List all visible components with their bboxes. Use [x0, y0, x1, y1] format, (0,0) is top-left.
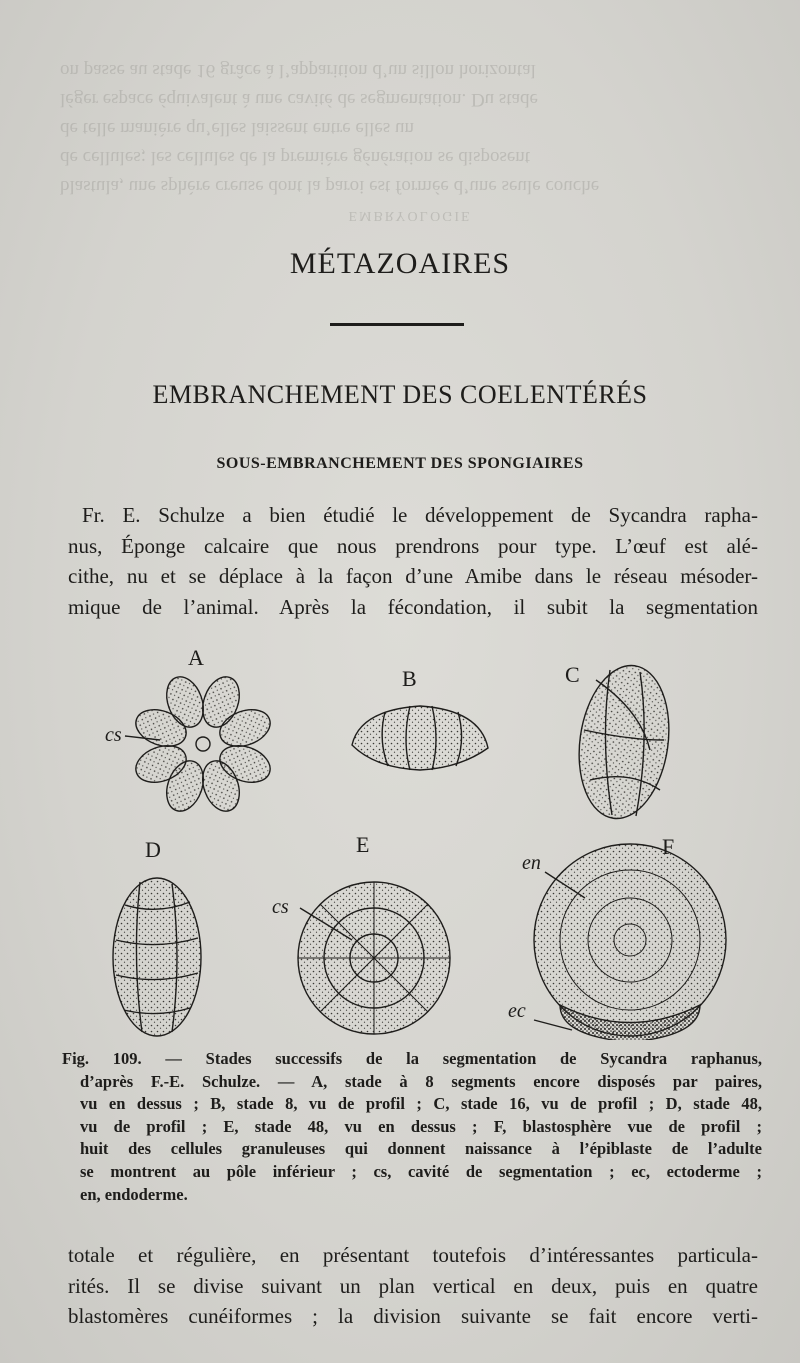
- embranchement-title: EMBRANCHEMENT DES COELENTÉRÉS: [152, 380, 648, 409]
- stage-d-drawing: [113, 878, 201, 1036]
- stage-a-drawing: [125, 672, 275, 816]
- title-rule: [330, 323, 464, 326]
- bleed-through-text: EMBRYOLOGIE blastula, une sphère creuse dont la paroi est formée d’une seule couche de cellules; les cellules de la première génération se disposent de telle manière qu’elles laissent entre elles un léger espace équivalent à une cavité de segmentation. Du stade on passe au stade 16 grâce à l’apparition d’un sillon horizontal: [60, 60, 600, 223]
- figure-illustration: [0, 640, 800, 1040]
- stage-f-drawing: [534, 844, 726, 1040]
- paragraph-line: mique de l’animal. Après la fécondation, il subit la segmentation: [68, 594, 758, 619]
- figure-caption: [62, 1048, 762, 1206]
- paragraph-line: nus, Éponge calcaire que nous prendrons pour type. L’œuf est alé-: [68, 533, 758, 558]
- paragraph-line: cithe, nu et se déplace à la façon d’une Amibe dans le réseau mésoder-: [68, 564, 758, 588]
- caption-line: huit des cellules granuleuses qui donnent naissance à l’épiblaste de l’adulte: [80, 1139, 762, 1159]
- caption-line: en, endoderme.: [80, 1184, 188, 1204]
- paragraph-line: Fr. E. Schulze a bien étudié le développement de Sycandra rapha-: [82, 503, 758, 527]
- section-title: MÉTAZOAIRES: [289, 247, 511, 280]
- caption-line: vu en dessus ; B, stade 8, vu de profil ; C, stade 16, vu de profil ; D, stade 48,: [80, 1094, 762, 1114]
- caption-line: d’après F.-E. Schulze. — A, stade à 8 segments encore disposés par paires,: [80, 1071, 762, 1091]
- figure-label-d: D: [145, 837, 161, 862]
- figure-label-b: B: [402, 666, 417, 691]
- figure-label-e: E: [356, 832, 370, 857]
- sous-embranchement-title: SOUS-EMBRANCHEMENT DES SPONGIAIRES: [216, 455, 584, 472]
- stage-c-drawing: [570, 660, 679, 825]
- paragraph-intro: [68, 500, 758, 622]
- caption-line: vu de profil ; E, stade 48, vu en dessus ; F, blastosphère vue de profil ;: [80, 1116, 762, 1136]
- caption-line: Fig. 109. — Stades successifs de la segmentation de Sycandra raphanus,: [62, 1049, 762, 1068]
- annotation-en: en: [522, 852, 541, 874]
- paragraph-line: totale et régulière, en présentant toutefois d’intéressantes particula-: [68, 1243, 758, 1267]
- annotation-ec: ec: [508, 1000, 526, 1022]
- paragraph-line: blastomères cunéiformes ; la division suivante se fait encore verti-: [68, 1304, 758, 1328]
- caption-line: se montrent au pôle inférieur ; cs, cavité de segmentation ; ec, ectoderme ;: [80, 1161, 762, 1181]
- figure-label-c: C: [565, 662, 580, 687]
- figure-label-f: F: [662, 834, 675, 859]
- paragraph-continuation: [68, 1240, 758, 1332]
- stage-b-drawing: [352, 706, 488, 770]
- annotation-cs-e: cs: [272, 896, 289, 918]
- annotation-cs-a: cs: [105, 724, 122, 746]
- stage-e-drawing: [298, 882, 450, 1034]
- figure-109: [0, 640, 800, 1040]
- paragraph-line: rités. Il se divise suivant un plan vertical en deux, puis en quatre: [68, 1273, 758, 1298]
- figure-label-a: A: [188, 645, 204, 670]
